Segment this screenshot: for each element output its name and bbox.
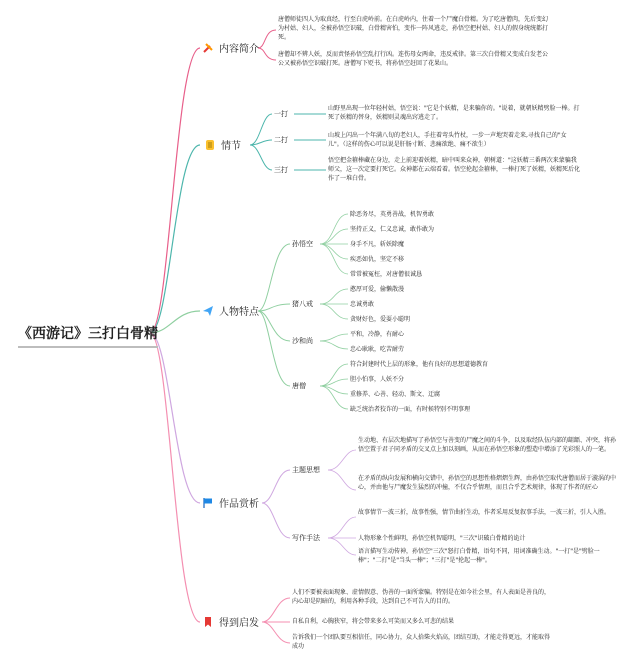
zhubajie-trait-3: 贪财好色，爱耍小聪明: [350, 316, 411, 323]
bookmark-icon: [202, 616, 214, 628]
theme-item-2: 在矛盾的纵向发展和横向交错中，孙悟空的思想性格熠熠生辉，由孙悟空取代唐僧而居于漩涡的中心，并由他与尸魔发生猛烈的冲撞，不仅合乎情理，而且合乎艺术规律，体现了作者的匠心: [358, 475, 617, 491]
shaheshang-trait-1: 平和，冷静，有耐心: [350, 331, 405, 338]
plot-item-3-text: 悟空把金箍棒藏在身边，走上前迎着妖精，暗中叫来众神，朝树道："这妖精三番两次来蒙骗我师父，这一次定要打死它。众神都在云端看着。悟空抡起金箍棒，一棒打死了妖精，妖精死后化作了一堆白骨。: [328, 157, 581, 182]
inspiration-item-3: 告诉我们一个团队要互相信任，同心协力，众人拾柴火焰高，团结互助，才能走得更远，才能取得成功: [292, 634, 551, 650]
summary-item-2: 唐僧却不辨人妖，反而责怪孙悟空乱打行凶。连伤母女两命，违反戒律。第三次白骨精又变成白发老公公又被孙悟空识破打死。唐僧写下贬书，将孙悟空赶回了花果山。: [278, 51, 549, 67]
zhubajie-trait-2: 忠诚勇敢: [350, 301, 375, 308]
plot-item-1-label: 一打: [274, 110, 288, 118]
branch-inspiration-label: 得到启发: [219, 618, 259, 629]
character-zhubajie: 猪八戒: [292, 300, 313, 308]
sunwukong-trait-2: 坚持正义，仁义忠诚，敢作敢为: [350, 226, 435, 233]
branch-summary[interactable]: [202, 40, 259, 55]
tangseng-trait-4: 缺乏统治者狡诈的一面，有时候特别不明事理: [350, 406, 471, 413]
root-topic: 《西游记》三打白骨精: [18, 323, 158, 348]
plot-item-2-text: 山坡上闪出一个年满八旬的老妇人，手拄着弯头竹杖，一步一声地哭着走来,寻找自己的"女儿"。（这样的伤心可以说是肝肠寸断、悲痛欲绝、痛不欲生）: [328, 132, 567, 148]
technique-item-3: 语言描写生动传神，孙悟空"三次"怒打白骨精，语句不同，用词准确生动。"一打"是"劈脸一棒"；"二打"是"当头一棒"；"三打"是"抡起一棒"。: [358, 548, 600, 564]
sunwukong-trait-1: 除恶务尽，英勇善战，机智勇敢: [350, 211, 435, 218]
tangseng-trait-1: 符合封建时代上层的形象，他有良好的思想道德教育: [350, 361, 489, 368]
scroll-icon: [204, 139, 216, 151]
sunwukong-trait-5: 常常被冤枉，对唐僧很诚恳: [350, 271, 423, 278]
appreciation-technique-label: 写作手法: [292, 534, 320, 542]
technique-item-2: 人物形象个性鲜明，孙悟空机智聪明，"三次"识破白骨精的诡计: [358, 535, 526, 542]
tangseng-trait-2: 胆小怕事，人妖不分: [350, 376, 405, 383]
branch-characters-label: 人物特点: [219, 307, 259, 318]
branch-inspiration[interactable]: [202, 614, 259, 629]
branch-appreciation-label: 作品赏析: [219, 499, 259, 510]
appreciation-theme-label: 主题思想: [292, 466, 320, 474]
paper-plane-icon: [202, 305, 214, 317]
character-tangseng: 唐僧: [292, 382, 306, 390]
zhubajie-trait-1: 憨厚可爱，偷懒散漫: [350, 286, 405, 293]
branch-appreciation[interactable]: [202, 495, 259, 510]
shaheshang-trait-2: 忠心耿耿，吃苦耐劳: [350, 346, 405, 353]
plot-item-1-text: 山野里出现一位年轻村姑，悟空说："它是个妖精，是来骗你的。"说着，就朝妖精劈脸一棒。打死了妖精的替身，妖精则灵魂出窍逃走了。: [328, 105, 580, 121]
branch-characters[interactable]: [202, 303, 259, 318]
tools-icon: [202, 42, 214, 54]
sunwukong-trait-3: 身手不凡，斩妖除魔: [350, 241, 405, 248]
tangseng-trait-3: 重修养、心善、轻动、斯文、迂腐: [350, 391, 441, 398]
technique-item-1: 故事情节一波三折，故事性强，情节曲折生动，作者采用反复叙事手法，一波三折，引人入胜。: [358, 509, 611, 516]
branch-plot[interactable]: [204, 137, 241, 152]
plot-item-2-label: 二打: [274, 136, 288, 144]
summary-item-1: 唐僧师徒四人为取真经，行至白虎岭前。在白虎岭内，住着一个尸魔白骨精。为了吃唐僧肉，先后变幻为村姑、妇人，全被孙悟空识破，白骨精害怕，变作一阵风逃走，孙悟空把村姑、妇人的假身统统都打死。: [278, 16, 549, 41]
branch-summary-label: 内容简介: [219, 44, 259, 55]
inspiration-item-1: 人们不要被表面现象、虚情假意、伪善的一面所蒙骗。特别是在如今社会里，有人表面是善良的，内心却是阴暗的，利用各种手段，达到自己不可告人的目的。: [292, 589, 551, 605]
inspiration-item-2: 自私自利，心胸狭窄，将会带来多么可笑而又多么可悲的结果: [292, 618, 455, 625]
plot-item-3-label: 三打: [274, 166, 288, 174]
sunwukong-trait-4: 疾恶如仇，坚定不移: [350, 256, 405, 263]
character-sunwukong: 孙悟空: [292, 240, 313, 248]
flag-icon: [202, 497, 214, 509]
theme-item-1: 生动地、有层次地描写了孙悟空与善变的尸魔之间的斗争，以及取经队伍内部的龃龉、冲突，将孙悟空置于君子同矛盾的交叉点上加以刻画，从而在孙悟空形象的塑造中增添了光彩照人的一笔。: [358, 437, 617, 453]
character-shaheshang: 沙和尚: [292, 337, 313, 345]
branch-plot-label: 情节: [221, 141, 241, 152]
